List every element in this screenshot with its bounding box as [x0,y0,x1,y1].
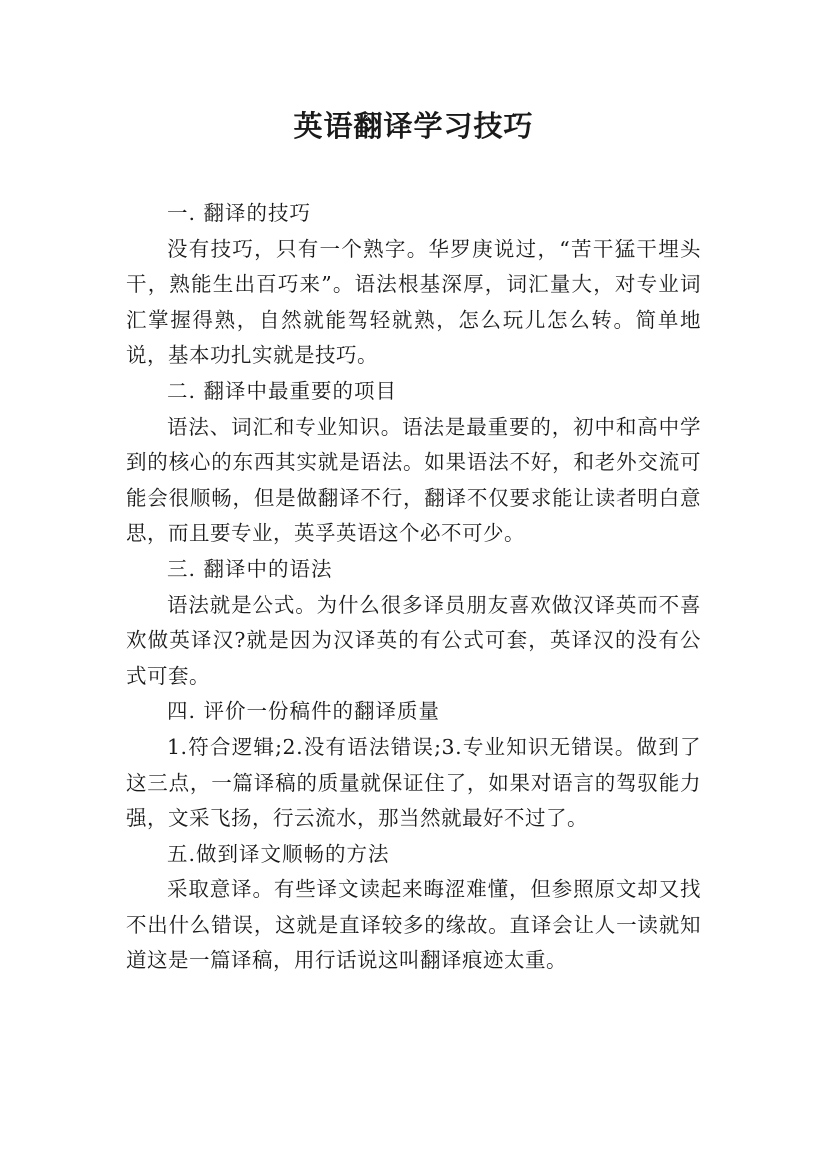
paragraph-4: 1.符合逻辑;2.没有语法错误;3.专业知识无错误。做到了这三点，一篇译稿的质量就保证住了，如果对语言的驾驭能力强，文采飞扬，行云流水，那当然就最好不过了。 [126,734,701,831]
section-heading-2: 二. 翻译中最重要的项目 [167,378,398,403]
paragraph-5: 采取意译。有些译文读起来晦涩难懂，但参照原文却又找不出什么错误，这就是直译较多的缘故。直译会让人一读就知道这是一篇译稿，用行话说这叫翻译痕迹太重。 [126,877,701,973]
document-body [126,196,701,979]
paragraph-2: 语法、词汇和专业知识。语法是最重要的，初中和高中学到的核心的东西其实就是语法。如果语法不好，和老外交流可能会很顺畅，但是做翻译不行，翻译不仅要求能让读者明白意思，而且要专业，英孚英语这个必不可少。 [126,414,701,546]
section-heading-3: 三. 翻译中的语法 [167,556,333,581]
paragraph-1: 没有技巧，只有一个熟字。华罗庚说过，“苦干猛干埋头干，熟能生出百巧来”。语法根基深厚，词汇量大，对专业词汇掌握得熟，自然就能驾轻就熟，怎么玩儿怎么转。简单地说，基本功扎实就是技巧。 [126,236,701,368]
document-title: 英语翻译学习技巧 [293,109,534,143]
section-heading-1: 一. 翻译的技巧 [167,201,312,225]
paragraph-3: 语法就是公式。为什么很多译员朋友喜欢做汉译英而不喜欢做英译汉?就是因为汉译英的有公式可套，英译汉的没有公式可套。 [126,592,701,688]
section-heading-4: 四. 评价一份稿件的翻译质量 [167,699,441,724]
section-heading-5: 五.做到译文顺畅的方法 [167,841,390,866]
